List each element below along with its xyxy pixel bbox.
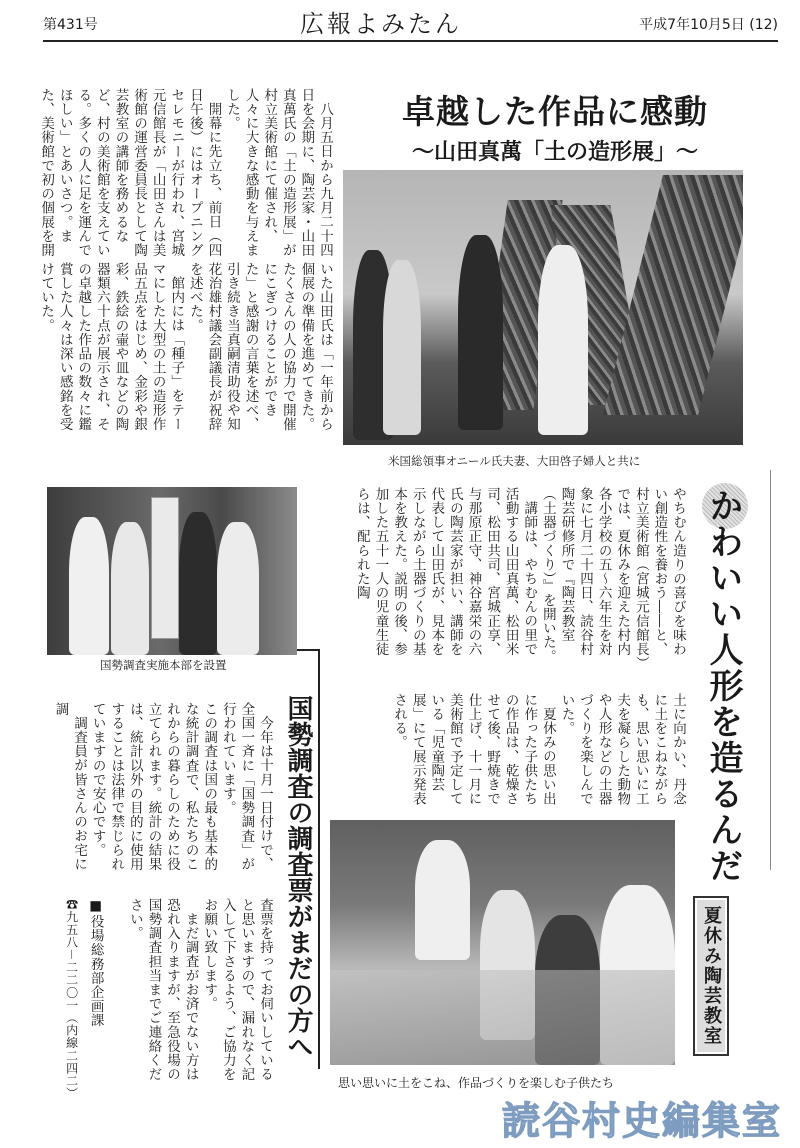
- exhibit-paragraph: 開幕に先立ち、前日（四日午後）にはオープニングセレモニーが行われ、宮城元信館長が「山田さんは美術館の運営委員長として陶芸教室の講師を務めるなど、村の美術館を支えている。多くの人に足を運んでほしい」とあいさつ。また、美術館で初の個展を開: [38, 88, 222, 258]
- census-body-left: [44, 702, 274, 877]
- census-headline: 国勢調査の調査票がまだの方へ: [283, 695, 313, 1059]
- census-frame-top: [297, 649, 319, 651]
- exhibit-subheadline: ～山田真萬「土の造形展」～: [411, 139, 698, 165]
- exhibit-headline-block: [355, 86, 755, 166]
- doll-paragraph: 土に向かい、丹念に土をこねながらも、思い思いに工夫を凝らした動物や人形などの土器づくりを楽しんでいた。: [558, 693, 686, 806]
- doll-headline: かわいい人形を造るんだ: [703, 488, 743, 884]
- census-photo: [47, 487, 297, 655]
- exhibit-photo: [343, 170, 743, 445]
- exhibit-paragraph: いた山田氏は「一年前から個展の準備を進めてきた。たくさんの人の協力で開催にこぎつけることができた」と感謝の言葉を述べ、引き続き当真嗣清助役や知花治雄村議会副議長が祝辞を述べた。: [186, 262, 333, 432]
- doll-paragraph: 講師は、やちむんの里で活動する山田真萬、松田米司、松田共司、宮城正享、与那原正守、神谷嘉栄の六氏の陶芸家が担い、講師を代表して山田氏が、見本を示しながら土器づくりの基本を教えた。説明の後、参加した五十一人の児童生徒らは、配られた陶: [353, 487, 538, 657]
- newsletter-title: 広報よみたん: [300, 10, 462, 38]
- census-contact-phone: ☎九五八－二二〇一（内線二四二）: [64, 898, 79, 1100]
- doll-paragraph: 夏休みの思い出に作った子供たちの作品は、乾燥させて後、野焼きで仕上げ、十一月に美術館で予定している「児童陶芸展」にて展示発表される。: [391, 693, 556, 806]
- exhibit-paragraph: 館内には「種子」をテーマにした大型の土の造形作品五点をはじめ、金彩や銀彩、鉄絵の壷や皿などの陶器類六十点が展示され、その卓越した作品の数々に鑑賞した人々は深い感銘を受けていた。: [38, 262, 185, 432]
- exhibit-photo-caption: 米国総領事オニール氏夫妻、大田啓子婦人と共に: [388, 454, 641, 468]
- exhibit-body-upper: [38, 88, 334, 258]
- pottery-class-label: 夏休み陶芸教室: [693, 896, 729, 1056]
- census-paragraph: まだ調査がお済でない方は恐れ入りますが、至急役場の国勢調査担当までご連絡ください。: [126, 898, 199, 1082]
- issue-number: 第431号: [43, 17, 98, 33]
- doll-body-upper: [352, 487, 687, 667]
- census-sign: [151, 497, 179, 639]
- exhibit-paragraph: 八月五日から九月二十四日を会期に、陶芸家・山田真萬氏の「土の造形展」が村立美術館にて催され、人々に大きな感動を与えました。: [224, 88, 333, 258]
- pottery-class-photo: [330, 820, 675, 1065]
- doll-divider: [770, 470, 771, 870]
- census-frame-right: [318, 649, 320, 1069]
- doll-body-lower: [342, 693, 687, 811]
- census-paragraph: 今年は十月一日付けで、全国一斉に「国勢調査」が行われています。: [219, 702, 273, 872]
- census-contact-dept: ■役場総務部企画課: [87, 898, 104, 1028]
- header-rule: [43, 40, 778, 42]
- doll-paragraph: やちむん造りの喜びを味わい創造性を養おう――と、村立美術館（宮城元信館長）では、夏休みを迎えた村内各小学校の五～六年生を対象に七月二十四日、読谷村陶芸研修所で『陶芸教室（土器づくり）』を開いた。: [539, 487, 686, 664]
- exhibit-body-lower: [38, 262, 334, 432]
- census-paragraph: 査票を持ってお伺いしていると思いますので、漏れなく記入して下さるよう、ご協力をお願い致します。: [201, 898, 273, 1082]
- census-paragraph: この調査は国の最も基本的な統計調査で、私たちのこれからの暮らしのために役立てられます。統計の結果は、統計以外の目的に使用することは法律で禁じられていますので安心です。: [89, 702, 218, 872]
- pottery-photo-caption: 思い思いに土をこね、作品づくりを楽しむ子供たち: [338, 1076, 615, 1090]
- issue-date-page: 平成7年10月5日 (12): [639, 17, 778, 33]
- census-photo-caption: 国勢調査実施本部を設置: [100, 658, 227, 672]
- archive-watermark: 読谷村史編集室: [502, 1099, 783, 1143]
- exhibit-headline: 卓越した作品に感動: [402, 92, 708, 131]
- census-body-right: [110, 898, 274, 1093]
- census-paragraph: 調査員が皆さんのお宅に調: [52, 702, 88, 871]
